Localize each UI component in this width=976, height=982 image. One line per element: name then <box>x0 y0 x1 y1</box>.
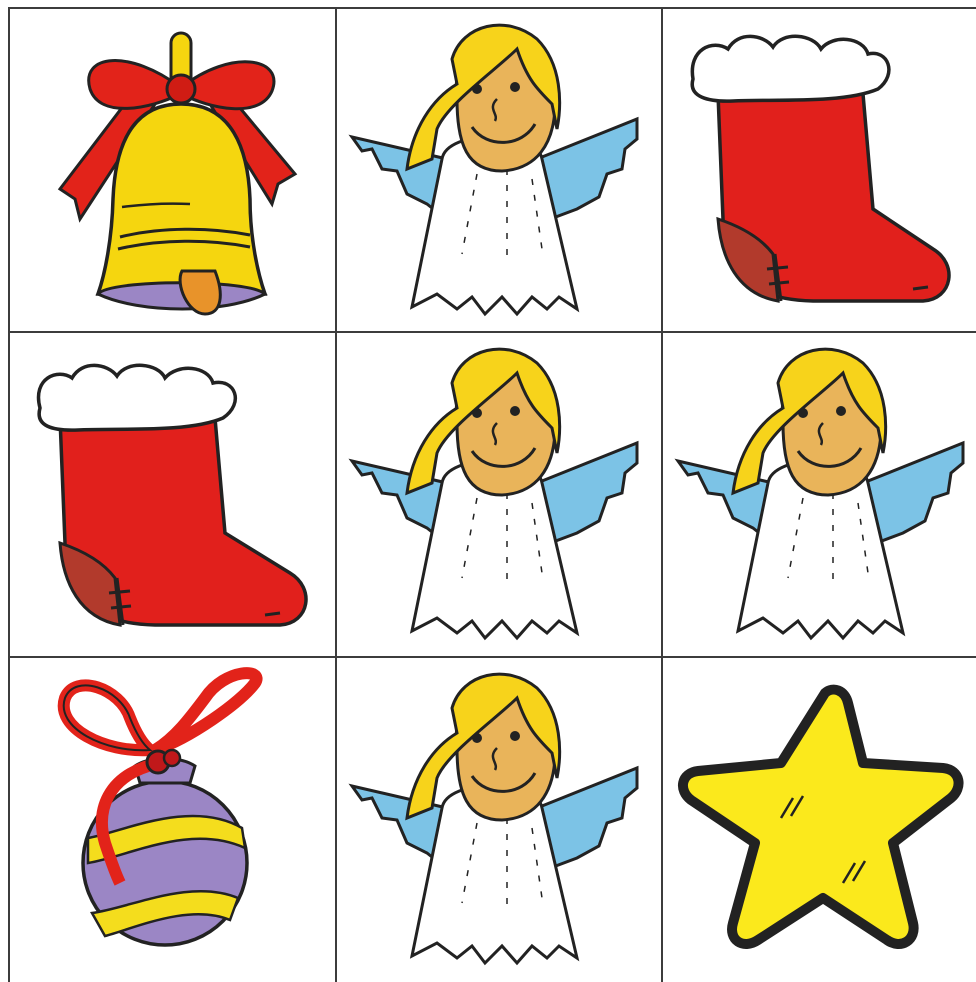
grid-cell-r1c3[interactable] <box>663 9 976 331</box>
bell-icon <box>10 9 335 331</box>
angel-icon <box>663 333 976 656</box>
grid-cell-r3c3[interactable] <box>663 658 976 982</box>
angel-icon <box>337 333 661 656</box>
star-icon <box>663 658 976 982</box>
grid-cell-r2c3[interactable] <box>663 333 976 656</box>
grid-cell-r2c2[interactable] <box>337 333 661 656</box>
grid-cell-r1c2[interactable] <box>337 9 661 331</box>
grid-cell-r2c1[interactable] <box>10 333 335 656</box>
angel-icon <box>337 9 661 331</box>
grid-cell-r1c1[interactable] <box>10 9 335 331</box>
stocking-icon <box>10 333 335 656</box>
ornament-icon <box>10 658 335 982</box>
angel-icon <box>337 658 661 982</box>
grid-cell-r3c2[interactable] <box>337 658 661 982</box>
stocking-icon <box>663 9 976 331</box>
grid-cell-r3c1[interactable] <box>10 658 335 982</box>
